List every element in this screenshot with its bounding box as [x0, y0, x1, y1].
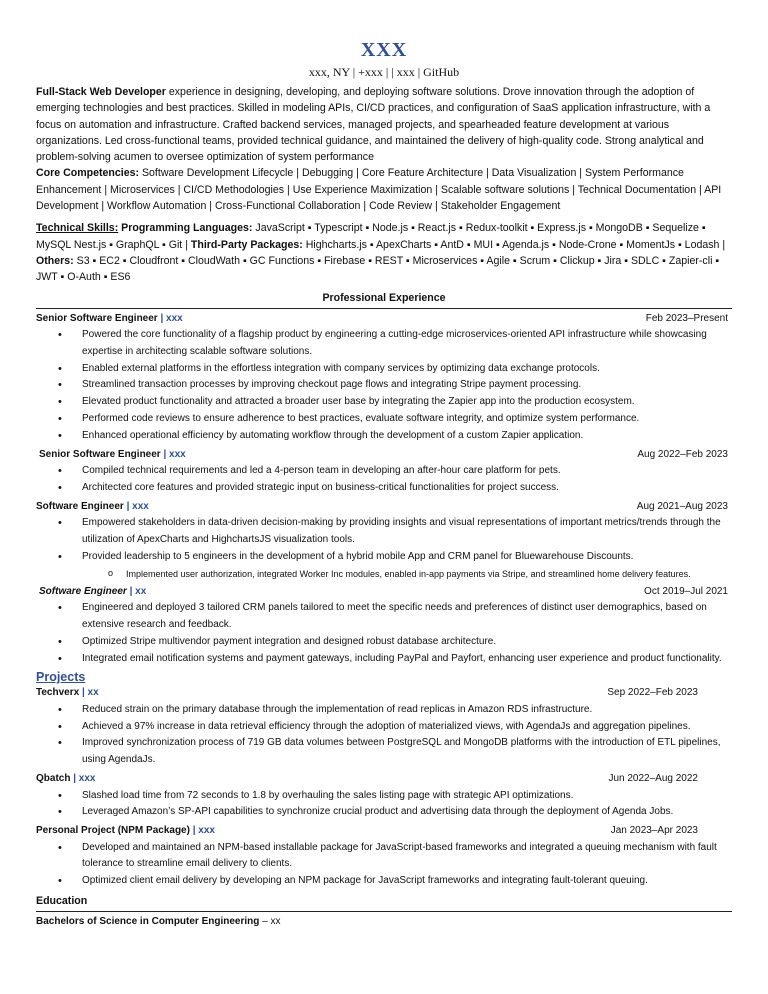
job-title: Senior Software Engineer [39, 448, 161, 460]
skills-third-label: Third-Party Packages: [190, 238, 303, 251]
project-org: | xxx [189, 825, 215, 837]
bullet-item: • Optimized client email delivery by developing an NPM package for JavaScript frameworks and integrating fault-tolerant queuing. [36, 873, 732, 890]
job-header [36, 311, 732, 328]
bullet-item: • Leveraged Amazon’s SP-API capabilities to synchronize crucial product and advertising data through the deployment of Agenda Jobs. [36, 804, 732, 821]
experience-heading: Professional Experience [322, 291, 446, 304]
projects-heading: Projects [36, 670, 86, 685]
job-title: Senior Software Engineer [36, 312, 158, 324]
job-org: | xxx [160, 448, 186, 460]
bullet-item: • Integrated email notification systems and payment gateways, including PayPal and Payfort, enhancing user experience and product functionality. [36, 651, 732, 668]
core-competencies [36, 165, 732, 214]
project-header [36, 823, 732, 840]
job-bullets [36, 327, 732, 445]
sub-bullets [36, 566, 732, 582]
degree: Bachelors of Science in Computer Engineering [36, 915, 260, 927]
summary-paragraph [36, 84, 732, 165]
bullet-item: • Reduced strain on the primary database through the implementation of read replicas in Amazon RDS infrastructure. [36, 702, 732, 719]
education-entry [36, 914, 732, 930]
project-title: Personal Project (NPM Package) [36, 825, 190, 837]
project-header [36, 685, 732, 702]
technical-skills [36, 220, 732, 285]
summary-text: experience in designing, developing, and deploying software solutions. Drove innovation through the adoption of emerging technologies and best practices. Skilled in modeling APIs, CI/CD practices, and configuration of SaaS application infrastructure, with a focus on automation and infrastructure. Crafted backend services, managed projects, and spearheaded feature development at various organizations. Led cross-functional teams, provided technical guidance, and maintained the delivery of high-quality code. Strong analytical and problem-solving acumen to oversee optimization of system performance [36, 86, 711, 164]
education-divider [36, 911, 732, 912]
project-org: | xxx [70, 773, 96, 784]
skills-lang-label: Programming Languages: [118, 222, 253, 235]
job-org: | xx [126, 585, 147, 597]
bullet-item: • Achieved a 97% increase in data retrieval efficiency through the adoption of materialized views, with AgendaJs and aggregation pipelines. [36, 719, 732, 736]
sub-bullet-item: o Implemented user authorization, integrated Worker Inc modules, enabled in-app payments via Stripe, and streamlined home delivery features. [36, 566, 732, 582]
project-dates: Sep 2022–Feb 2023 [607, 687, 698, 699]
bullet-item: • Performed code reviews to ensure adherence to best practices, evaluate software integrity, and optimize system performance. [36, 411, 732, 428]
bullet-item: • Empowered stakeholders in data-driven decision-making by providing insights and visual representations of important metrics/trends through the utilization of ApexCharts and HighchartsJS visualization tools. [36, 515, 732, 549]
project-dates: Jun 2022–Aug 2022 [608, 773, 698, 784]
bullet-item: • Powered the core functionality of a flagship product by engineering a cutting-edge microservices-oriented API infrastructure while showcasing expertise in architecting scalable software solutions. [36, 327, 732, 361]
job-dates: Feb 2023–Present [645, 312, 728, 324]
project-title: Qbatch [36, 773, 71, 784]
job-header [36, 584, 732, 601]
experience-divider [36, 308, 732, 309]
bullet-item: • Optimized Stripe multivendor payment integration and designed robust database architecture. [36, 634, 732, 651]
summary-lead: Full-Stack Web Developer [36, 86, 166, 98]
project-bullets [36, 788, 732, 822]
competencies-label: Core Competencies: [36, 167, 140, 180]
bullet-item: • Provided leadership to 5 engineers in the development of a hybrid mobile App and CRM panel for Bluewarehouse Discounts. [36, 549, 732, 566]
job-title: Software Engineer [36, 500, 124, 512]
job-dates: Oct 2019–Jul 2021 [644, 585, 728, 597]
project-bullets [36, 840, 732, 890]
job-dates: Aug 2021–Aug 2023 [636, 500, 728, 512]
skills-lang-text: JavaScript ▪ Typescript ▪ Node.js ▪ React.js ▪ Redux-toolkit ▪ Express.js ▪ MongoDB ▪ Sequelize ▪ MySQL Nest.js ▪ GraphQL ▪ Git | [36, 222, 706, 251]
education-heading: Education [36, 894, 88, 907]
job-title: Software Engineer [39, 585, 127, 597]
bullet-item: • Slashed load time from 72 seconds to 1.8 by overhauling the sales listing page with strategic API optimizations. [36, 788, 732, 805]
resume-page [36, 38, 732, 930]
contact-line: xxx, NY | +xxx | | xxx | GitHub [308, 65, 460, 79]
project-header [36, 771, 732, 788]
bullet-item: • Engineered and deployed 3 tailored CRM panels tailored to meet the specific needs and preferences of distinct user demographics, based on extensive research and feedback. [36, 600, 732, 634]
project-title: Techverx [36, 687, 80, 699]
job-dates: Aug 2022–Feb 2023 [637, 448, 728, 460]
school: – xx [259, 915, 281, 927]
bullet-item: • Improved synchronization process of 719 GB data volumes between PostgreSQL and MongoDB platforms with the introduction of ETL pipelines, using AgendaJs. [36, 735, 732, 769]
bullet-item: • Enabled external platforms in the effortless integration with company services by optimizing data exchange protocols. [36, 361, 732, 378]
bullet-item: • Streamlined transaction processes by improving checkout page flows and integrating Stripe payment processing. [36, 377, 732, 394]
job-header [36, 499, 732, 516]
project-dates: Jan 2023–Apr 2023 [610, 825, 698, 837]
job-org: | xxx [157, 312, 183, 324]
bullet-item: • Enhanced operational efficiency by automating workflow through the development of a custom Zapier application. [36, 428, 732, 445]
project-org: | xx [79, 687, 99, 699]
bullet-item: • Developed and maintained an NPM-based installable package for JavaScript-based frameworks and integrated a queuing mechanism with fault tolerance to streamline email delivery to clients. [36, 840, 732, 874]
job-header [36, 447, 732, 464]
project-bullets [36, 702, 732, 769]
job-bullets [36, 463, 732, 497]
job-bullets [36, 515, 732, 565]
bullet-item: • Compiled technical requirements and led a 4-person team in developing an after-hour care platform for pets. [36, 463, 732, 480]
bullet-item: • Elevated product functionality and attracted a broader user base by integrating the Zapier app into the production ecosystem. [36, 394, 732, 411]
job-bullets [36, 600, 732, 667]
candidate-name: XXX [360, 39, 408, 61]
skills-label: Technical Skills: [36, 222, 119, 235]
skills-third-text: Highcharts.js ▪ ApexCharts ▪ AntD ▪ MUI ▪ Agenda.js ▪ Node-Crone ▪ MomentJs ▪ Lodash | [302, 238, 726, 251]
skills-others-text: S3 ▪ EC2 ▪ Cloudfront ▪ CloudWath ▪ GC Functions ▪ Firebase ▪ REST ▪ Microservices ▪ Agile ▪ Scrum ▪ Clickup ▪ Jira ▪ SDLC ▪ Zapier-cli ▪ JWT ▪ O-Auth ▪ ES6 [36, 254, 720, 284]
job-org: | xxx [123, 500, 149, 512]
competencies-text: Software Development Lifecycle | Debugging | Core Feature Architecture | Data Visualization | System Performance Enhancement | Microservices | CI/CD Methodologies | Use Experience Maximization | Scalable software solutions | Technical Documentation | API Development | Workflow Automation | Cross-Functional Collaboration | Code Review | Stakeholder Engagement [36, 167, 722, 213]
bullet-item: • Architected core features and provided strategic input on business-critical functionalities for project success. [36, 480, 732, 497]
skills-others-label: Others: [36, 254, 74, 267]
